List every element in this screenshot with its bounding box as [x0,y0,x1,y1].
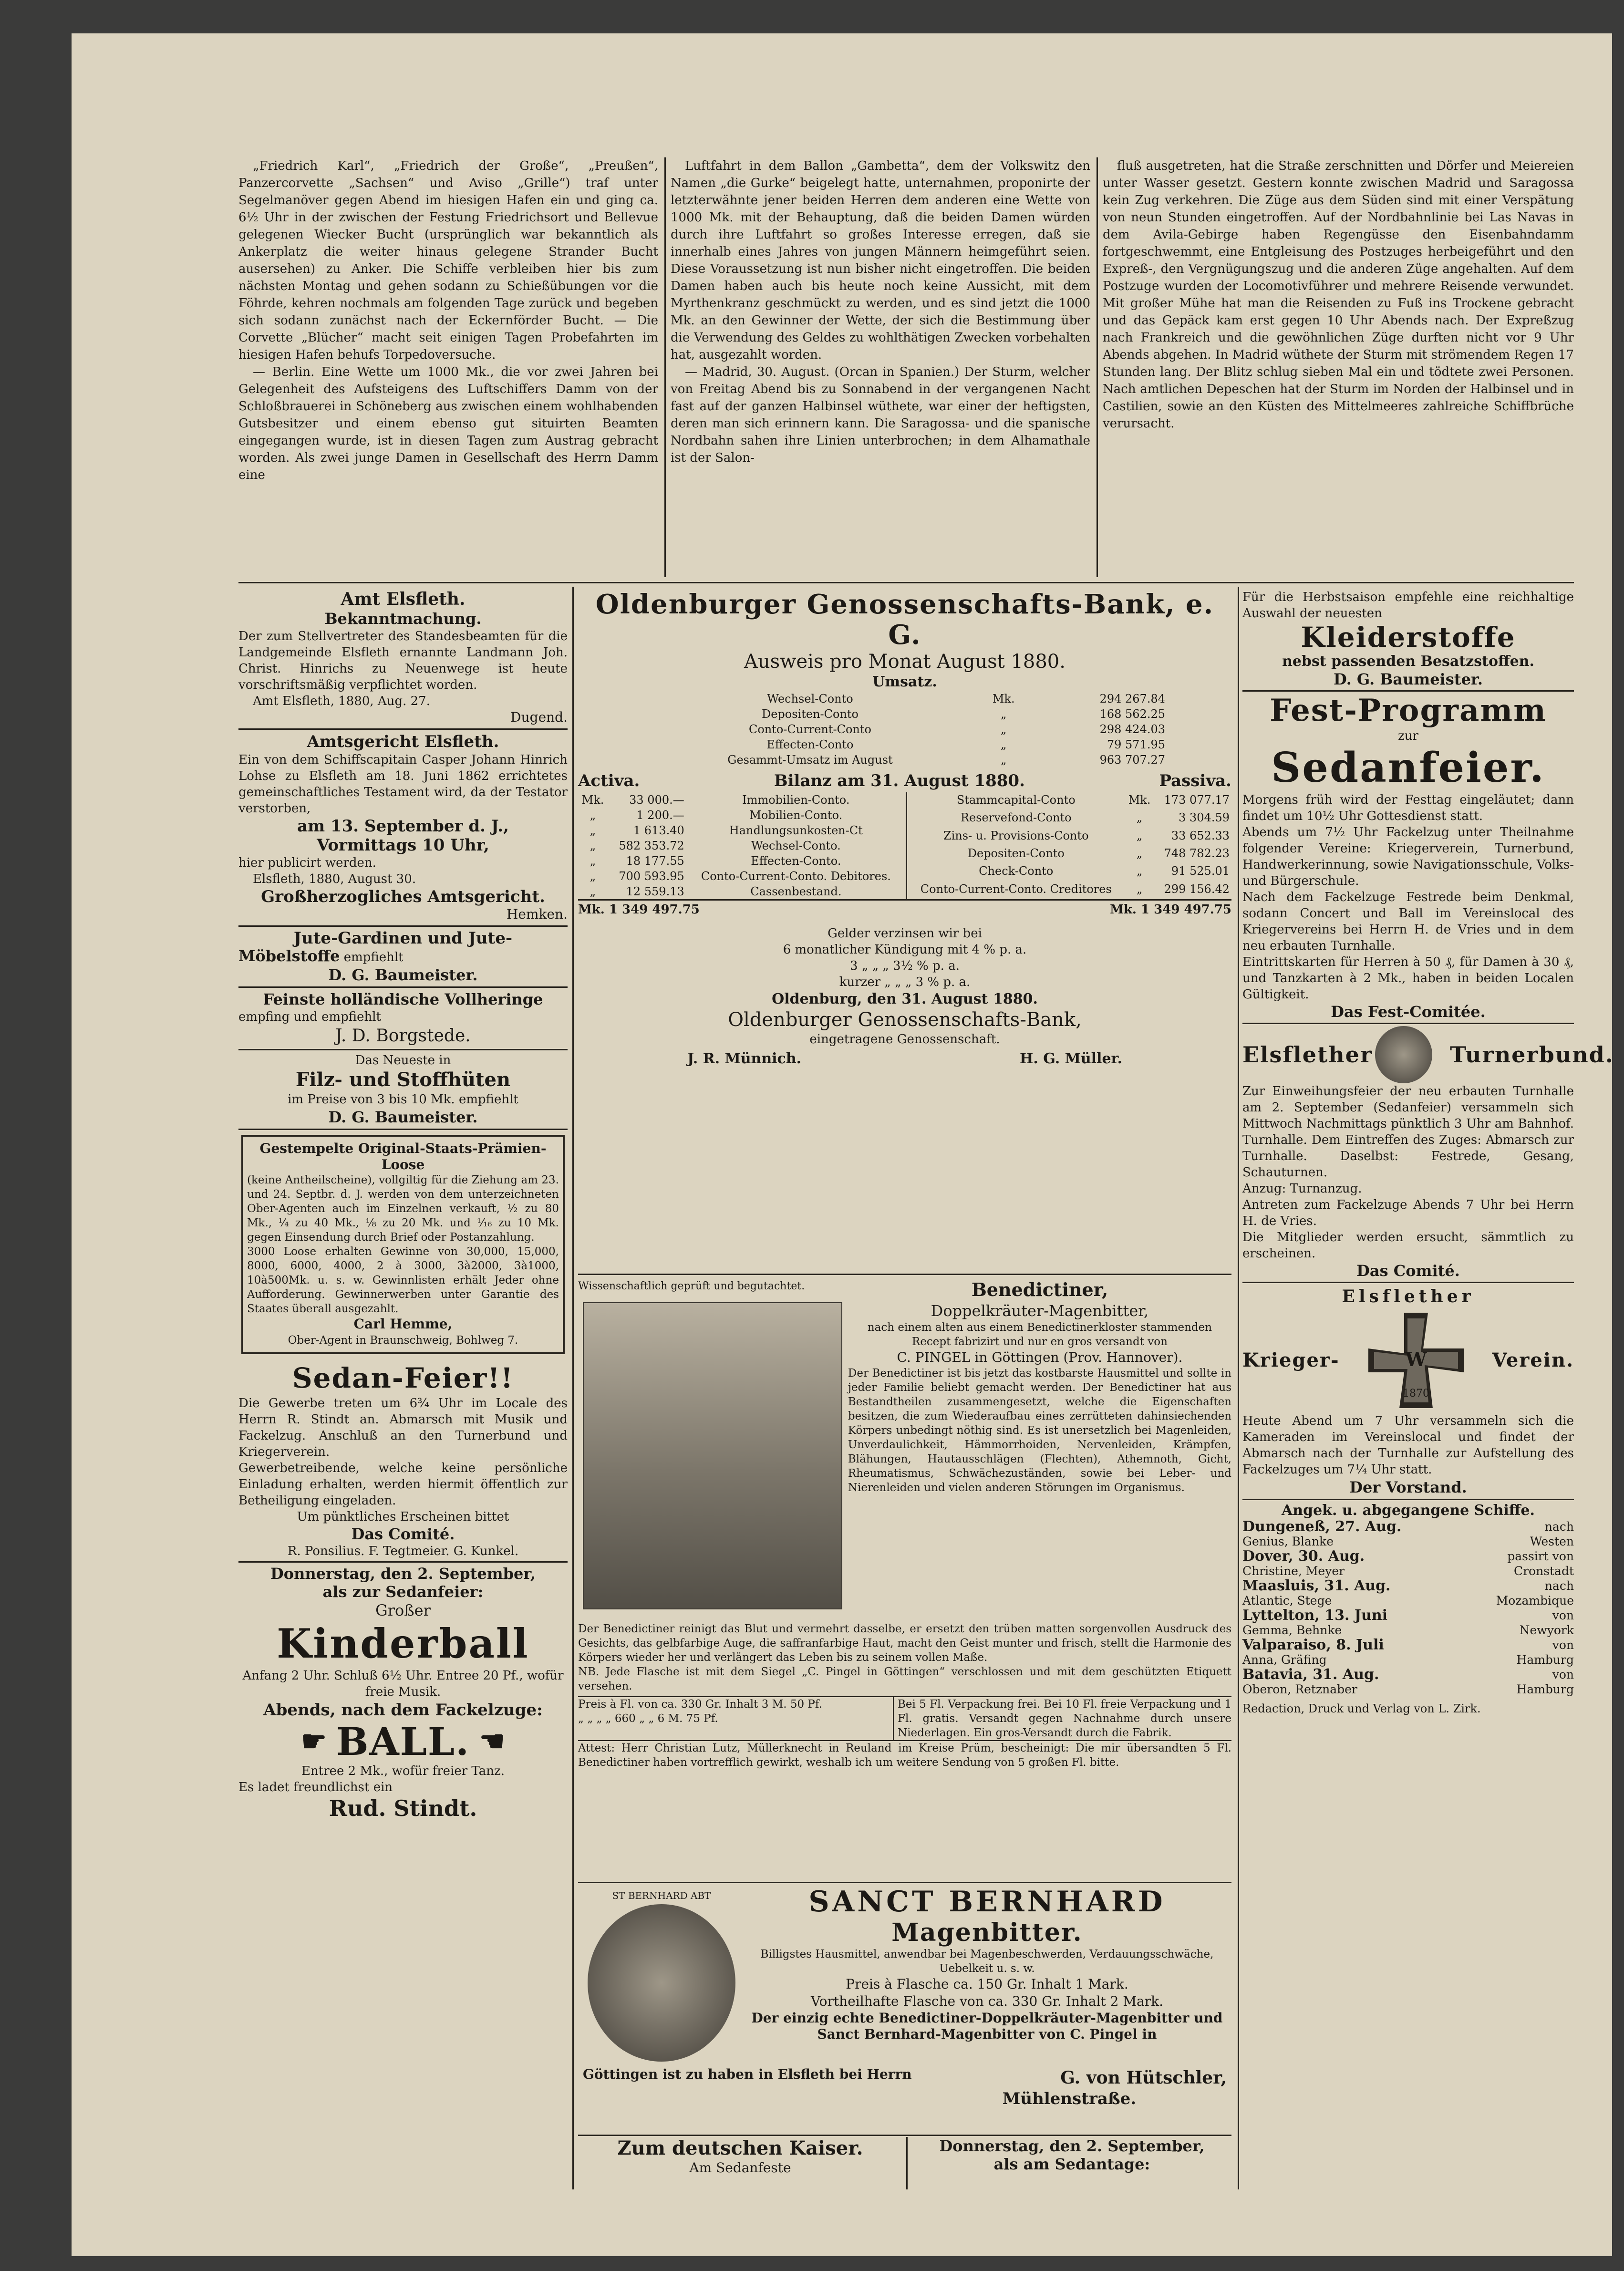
ad-heading: Kinderball [277,1620,529,1667]
ship-route: passirt von [1507,1549,1574,1563]
ad-names: R. Ponsilius. F. Tegtmeier. G. Kunkel. [287,1544,519,1558]
bene-attest: Attest: Herr Christian Lutz, Müllerknecht in Reuland im Kreise Prüm, bescheinigt: Die mir übersandten 5 Fl. Benedictiner haben vortrefflich gewirkt, weshalb ich um weitere Sendung von 5 großen Fl. bitte. [578,1740,1231,1770]
ad-date: Elsfleth, 1880, August 30. [253,872,416,886]
ship-route: nach [1544,1579,1574,1593]
ad-body: Abends um 7½ Uhr Fackelzug unter Theilnahme folgender Vereine: Kriegerverein, Turnerbund, Handwerkerinnung, sowie Navigationsschule, Volks- und Bürgerschule. [1242,825,1574,888]
ad-signature: D. G. Baumeister. [1334,670,1483,688]
passiva-heading: Passiva. [1159,771,1231,790]
ad-heading: Krieger- [1242,1349,1340,1371]
ad-heading: Jute-Gardinen und Jute- [293,929,513,948]
table-cell: „ [1001,707,1007,721]
news-column-3 [1103,157,1574,577]
page-content [238,157,1614,2189]
ad-kaiser [578,2137,902,2189]
table-cell: Check-Conto [979,864,1054,878]
ad-body: 3000 Loose erhalten Gewinne von 30,000, 15,000, 8000, 6000, 4000, 2 à 3000, 3à2000, 3à1000, 10à500Mk. u. s. w. Gewinnlisten erhält Jeder ohne Aufforderung. Gewinnerwerben unter Garantie des Staates überall ausgezahlt. [247,1245,559,1315]
table-cell: Depositen-Conto [761,707,859,721]
ad-body: hier publicirt werden. [238,856,376,870]
ad-date: Donnerstag, den 2. September, [270,1565,536,1583]
ad-body: Gewerbetreibende, welche keine persönliche Einladung erhalten, werden hiermit öffentlich zur Betheiligung eingeladen. [238,1461,568,1508]
news-paragraph: — Madrid, 30. August. (Orcan in Spanien.) Der Sturm, welcher von Freitag Abend bis zu Sonnabend in der vergangenen Nacht fast auf der ganzen Halbinsel wüthete, war einer der heftigsten, deren man sich erinnern kann. Die Saragossa- und die spanische Nordbahn sahen ihre Linien unterbrochen; in dem Alhamathale ist der Salon- [671,365,1090,465]
pointing-hand-right-icon: ☛ [301,1725,327,1758]
ship-route: Newyork [1519,1623,1574,1637]
table-cell: Reservefond-Conto [960,811,1072,825]
zins-line: Gelder verzinsen wir bei [828,926,982,941]
table-cell: 700 593.95 [619,870,684,883]
ship-route: Cronstadt [1513,1564,1574,1578]
ad-body: Eintrittskarten für Herren à 50 ₰, für Damen à 30 ₰, und Tanzkarten à 2 Mk., haben in beiden Localen Gültigkeit. [1242,955,1574,1002]
ship-route: von [1552,1608,1574,1622]
ad-body: Heute Abend um 7 Uhr versammeln sich die Kameraden im Vereinslocal und findet der Abmarsch nach der Turnhalle zur Aufstellung des Fackelzuges um 7¼ Uhr statt. [1242,1414,1574,1477]
bene-shipping: Bei 5 Fl. Verpackung frei. Bei 10 Fl. freie Verpackung und 1 Fl. gratis. Versandt gegen Nachnahme durch unsere Niederlagen. Ein gros-Versandt durch die Fabrik. [898,1698,1231,1739]
table-cell: Effecten-Conto. [751,854,841,868]
ad-heading: Verein. [1492,1349,1574,1371]
table-cell: 963 707.27 [1099,753,1165,767]
ad-heading: Elsflether [1242,1042,1373,1068]
umsatz-table [642,691,1167,767]
table-cell: „ [590,854,596,868]
ad-body: Die Mitglieder werden ersucht, sämmtlich zu erscheinen. [1242,1230,1574,1261]
ad-body: Entree 2 Mk., wofür freier Tanz. [301,1764,505,1778]
ad-body: Großer [375,1601,431,1619]
table-row [578,792,907,808]
ad-body: Zur Einweihungsfeier der neu erbauten Turnhalle am 2. September (Sedanfeier) versammeln sich Mittwoch Nachmittags pünktlich 3 Uhr am Bahnhof. Turnhalle. Dem Eintreffen des Zuges: Abmarsch zur Turnhalle. Daselbst: Festrede, Gesang, Schauturnen. [1242,1084,1574,1180]
ad-loose [241,1135,565,1354]
ad-fest-programm [1242,692,1574,1024]
table-cell: „ [1001,723,1007,736]
ship-row [1242,1667,1574,1682]
ad-heading: Amtsgericht Elsfleth. [307,732,499,751]
ad-heading: Amt Elsfleth. [341,589,465,609]
ad-heringe [238,988,568,1050]
section-rule [238,582,1574,583]
bene-price: Preis à Fl. von ca. 330 Gr. Inhalt 3 M. 50 Pf. [578,1698,822,1711]
ad-heading: Filz- und Stoffhüten [295,1068,511,1091]
ship-name: Atlantic, Stege [1242,1594,1332,1607]
ad-kinderball [238,1563,568,1823]
news-paragraph: „Friedrich Karl“, „Friedrich der Große“, „Preußen“, Panzercorvette „Sachsen“ und Aviso „Grille“) traf unter Segelmanöver gegen Abend im hiesigen Hafen ein und ging ca. 6½ Uhr in der zwischen der Festung Friedrichsort und Bellevue gelegenen Wiecker Bucht (ursprünglich war bekanntlich als Ankerplatz die weiter hinaus gelegene Strander Bucht ausersehen) zu Anker. Die Schiffe verbleiben hier bis zum nächsten Montag und gehen sodann zu Schießübungen vor die Föhrde, kehren nochmals am folgenden Tage zurück und begeben sich sodann zunächst nach der Eckernförder Bucht. — Die Corvette „Blücher“ macht seit einigen Tagen Probefahrten im hiesigen Hafen behufs Torpedoversuche. [238,159,658,362]
table-cell: 298 424.03 [1099,723,1165,736]
zins-line: 3 „ „ „ 3½ % p. a. [850,959,960,973]
table-row [578,823,907,838]
ad-time: Vormittags 10 Uhr, [317,836,489,855]
bene-body: Der Benedictiner ist bis jetzt das kostbarste Hausmittel und sollte in jeder Familie beliebt gemacht werden. Der Benedictiner hat aus Bestandtheilen zusammengesetzt, welche die Eigenschaften besitzen, die zum Wiederaufbau eines zerrütteten dahinsiechenden Körpers unbedingt nöthig sind. Es ist unersetzlich bei Magenleiden, Unverdaulichkeit, Hämmorrhoiden, Nervenleiden, Krämpfen, Blähungen, Hautausschlägen (Flechten), Athemnoth, Gicht, Rheumatismus, Schwächezuständen, sowie bei Leber- und Nierenleiden und vielen anderen Störungen im Organismus. [848,1367,1231,1494]
table-row [642,722,1167,737]
table-row [642,691,1167,706]
ad-body: (keine Antheilscheine), vollgiltig für die Ziehung am 23. und 24. Septbr. d. J. werden von dem unterzeichneten Ober-Agenten auch im Einzelnen verkauft, ½ zu 80 Mk., ¼ zu 40 Mk., ⅛ zu 20 Mk. und ⅟₁₆ zu 10 Mk. gegen Einsendung durch Brief oder Postanzahlung. [247,1174,559,1244]
ship-row [1242,1593,1574,1608]
ship-route: Westen [1530,1535,1574,1548]
bernhard-price: Vortheilhafte Flasche von ca. 330 Gr. Inhalt 2 Mark. [811,1993,1163,2009]
table-cell: „ [590,824,596,837]
table-cell: „ [1001,753,1007,767]
table-row [642,706,1167,722]
ad-heading: Feinste holländische Vollheringe [263,990,543,1008]
bernhard-title: SANCT BERNHARD [808,1885,1166,1918]
ad-sanct-bernhard [578,1885,1231,2133]
bernhard-body: Billigstes Hausmittel, anwendbar bei Magenbeschwerden, Verdauungsschwäche, Uebelkeit u. s. w. [760,1948,1214,1975]
ships-heading: Angek. u. abgegangene Schiffe. [1282,1502,1535,1519]
column-rule [1096,157,1098,577]
ships-list [1242,1500,1574,1719]
bernhard-address: Mühlenstraße. [1002,2089,1137,2108]
ad-body: Anzug: Turnanzug. [1242,1182,1362,1196]
bernhard-price: Preis à Flasche ca. 150 Gr. Inhalt 1 Mark. [846,1976,1128,1992]
ad-body: Ein von dem Schiffscapitain Casper Johann Hinrich Lohse zu Elsfleth am 18. Juni 1862 errichtetes gemeinschaftliches Testament wird, da der Testator verstorben, [238,753,568,816]
wenke-date: Donnerstag, den 2. September, [939,2137,1205,2155]
ship-name: Genius, Blanke [1242,1535,1334,1548]
ship-row [1242,1608,1574,1623]
ad-kriegerverein [1242,1283,1574,1500]
ad-body: Es ladet freundlichst ein [238,1780,393,1794]
ship-name: Christine, Meyer [1242,1564,1345,1578]
table-cell: Conto-Current-Conto. Debitores. [701,870,891,883]
table-cell: Conto-Current-Conto. Creditores [920,882,1112,896]
ship-route: von [1552,1638,1574,1652]
ad-signature: D. G. Baumeister. [328,966,478,984]
bilanz-heading: Bilanz am 31. August 1880. [774,771,1025,790]
table-row [907,881,1231,899]
ad-body: Für die Herbstsaison empfehle eine reichhaltige Auswahl der neuesten [1242,590,1574,621]
table-row [907,846,1231,863]
ad-signature: Das Comité. [351,1525,455,1543]
ad-signature: Dugend. [510,709,568,725]
zins-line: kurzer „ „ „ 3 % p. a. [839,975,971,989]
ad-amtsgericht [238,730,568,927]
news-column-1 [238,157,658,577]
table-cell: Gesammt-Umsatz im August [727,753,893,767]
ad-heading: Sedanfeier. [1271,744,1545,792]
ad-signature: Hemken. [506,906,568,922]
ad-heading: Fest-Programm [1270,693,1547,728]
table-cell: „ [590,885,596,898]
table-row [907,810,1231,828]
column-rule [1238,587,1239,2189]
bene-prices [578,1697,894,1740]
ad-signature: Das Fest-Comitée. [1331,1003,1486,1021]
ad-date: als zur Sedanfeier: [322,1583,484,1601]
bank-subtitle: Ausweis pro Monat August 1880. [744,651,1065,673]
bene-body: nach einem alten aus einem Benedictinerkloster stammenden Recept fabrizirt und nur en gros versandt von [867,1321,1212,1348]
ad-date: Amt Elsfleth, 1880, Aug. 27. [253,694,430,708]
bene-tag: Wissenschaftlich geprüft und begutachtet. [578,1280,805,1292]
bank-signature: J. R. Münnich. [687,1050,802,1067]
bene-price: „ „ „ „ 660 „ „ 6 M. 75 Pf. [578,1712,718,1725]
table-row [642,737,1167,752]
ship-row [1242,1549,1574,1564]
table-cell: 79 571.95 [1107,738,1165,751]
column-rule [906,2137,908,2189]
ad-address: Ober-Agent in Braunschweig, Bohlweg 7. [288,1334,518,1347]
ad-body: Das Neueste in [355,1053,451,1068]
monastery-illustration [583,1302,842,1609]
passiva-table [907,792,1231,899]
ship-name: Dungeneß, 27. Aug. [1242,1518,1402,1535]
ad-sedan-feier [238,1359,568,1563]
ship-route: nach [1544,1520,1574,1534]
table-cell: Handlungsunkosten-Ct [729,824,863,837]
ad-body: Anfang 2 Uhr. Schluß 6½ Uhr. Entree 20 Pf., wofür freie Musik. [242,1669,564,1699]
cross-year: 1870 [1402,1388,1429,1400]
ad-body: Antreten zum Fackelzuge Abends 7 Uhr bei Herrn H. de Vries. [1242,1198,1574,1228]
column-rule [572,587,574,2189]
ad-signature: Das Comité. [1356,1262,1460,1280]
pointing-hand-left-icon: ☚ [479,1725,505,1758]
table-cell: 582 353.72 [619,839,684,852]
ad-heading: Großherzogliches Amtsgericht. [261,887,545,906]
table-cell: „ [590,839,596,852]
ad-hueten [238,1050,568,1130]
table-row [642,752,1167,767]
ad-signature: Rud. Stindt. [329,1795,477,1821]
ad-body: zur [1398,729,1418,743]
ship-name: Oberon, Retznaber [1242,1682,1357,1696]
bank-title: Oldenburger Genossenschafts-Bank, e. G. [595,589,1214,651]
ad-turnerbund [1242,1024,1614,1283]
table-cell: Effecten-Conto [766,738,854,751]
table-cell: 91 525.01 [1171,864,1230,878]
ship-row [1242,1519,1574,1534]
ship-route: Hamburg [1516,1653,1574,1667]
news-paragraph: fluß ausgetreten, hat die Straße zerschnitten und Dörfer und Meiereien unter Wasser gesetzt. Gestern konnte zwischen Madrid und Saragossa kein Zug verkehren. Die Züge aus dem Süden sind mit einer Verspätung von neun Stunden eingetroffen. Auf der Nordbahnlinie bei Las Navas in dem Avila-Gebirge haben Regengüsse den Eisenbahndamm fortgeschwemmt, eine Entgleisung des Postzuges herbeigeführt und den Expreß-, den Vergnügungszug und die anderen Züge angehalten. Auf dem Postzuge wurden der Locomotivführer und mehrere Reisende verwundet. Mit großer Mühe hat man die Reisenden zu Fuß ins Trockene gebracht und das Gepäck kam erst gegen 10 Uhr Abends nach. Der Expreßzug nach Frankreich und die gewöhnlichen Züge durften nicht vor 9 Uhr Abends abgehen. In Madrid wüthete der Sturm mit strömendem Regen 17 Stunden lang. Der Blitz schlug sieben Mal ein und tödtete zwei Personen. Nach amtlichen Depeschen hat der Sturm im Norden der Halbinsel und in Castilien, sowie an den Küsten des Mittelmeeres zahlreiche Schiffbrüche verursacht. [1103,159,1574,431]
bernhard-body: Der einzig echte Benedictiner-Doppelkräuter-Magenbitter und Sanct Bernhard-Magenbitter von C. Pingel in [751,2010,1223,2042]
table-cell: Wechsel-Conto. [751,839,841,852]
table-cell: 294 267.84 [1099,692,1165,705]
bank-sub: eingetragene Genossenschaft. [809,1032,1000,1047]
news-paragraph: — Berlin. Eine Wette um 1000 Mk., die vor zwei Jahren bei Gelegenheit des Aufsteigens des Luftschiffers Damm von der Schloßbrauerei in Schöneberg aus zwischen einem wohlhabenden Gutsbesitzer und einem ebenso gut situirten Beamten eingegangen wurde, ist in diesen Tagen zum Austrag gebracht worden. Als zwei junge Damen in Gesellschaft des Herrn Damm eine [238,365,658,482]
table-cell: 1 613.40 [633,824,684,837]
table-row [907,792,1231,810]
ad-heading: Elsflether [1342,1286,1475,1307]
ship-name: Anna, Gräfing [1242,1653,1327,1667]
news-paragraph: Luftfahrt in dem Ballon „Gambetta“, dem der Volkswitz den Namen „die Gurke“ beigelegt hatte, unternahmen, proponirte der letzterwähnte jener beiden Herren dem anderen eine Wette von 1000 Mk. mit der Behauptung, daß die beiden Damen würden durch ihre Luftfahrt so großes Interesse erregen, daß sie innerhalb eines Jahres von jungen Männern heimgeführt seien. Diese Voraussetzung ist nun bisher nicht eingetroffen. Die beiden Damen haben auch bis heute noch keine Aussicht, mit dem Myrthenkranz geschmückt zu werden, und es sind jetzt die 1000 Mk. an den Gewinner der Wette, der sich die Bestimmung über die Verwendung des Geldes zu wohlthätigen Zwecken vorbehalten hat, ausgezahlt worden. [671,159,1090,362]
table-cell: 18 177.55 [626,854,684,868]
table-cell: „ [1001,738,1007,751]
ad-heading: Turnerbund. [1450,1042,1614,1068]
table-cell: Stammcapital-Conto [956,793,1076,807]
ad-body: Abends, nach dem Fackelzuge: [263,1701,543,1720]
bene-body: Der Benedictiner reinigt das Blut und vermehrt dasselbe, er ersetzt den trüben matten sorgenvollen Ausdruck des Gesichts, das gelbfarbige Auge, die saffranfarbige Haut, macht den Geist munter und frisch, stellt die Harmonie des Körpers wieder her und verlängert das Leben bis zu seinem vollen Maße. [578,1623,1231,1664]
bernhard-subtitle: Magenbitter. [891,1918,1083,1947]
ship-route: Hamburg [1516,1682,1574,1696]
table-cell: „ [1136,846,1143,860]
table-cell: „ [590,809,596,822]
ad-body: Um pünktliches Erscheinen bittet [297,1510,509,1524]
ship-name: Batavia, 31. Aug. [1242,1666,1379,1683]
ship-row [1242,1623,1574,1638]
bernhard-body: Göttingen ist zu haben in Elsfleth bei Herrn [583,2066,912,2082]
ship-route: Mozambique [1496,1594,1574,1607]
activa-table [578,792,907,899]
saint-bernhard-portrait [588,1904,735,2062]
iron-cross-icon [1364,1308,1469,1413]
ship-row [1242,1534,1574,1549]
table-row [907,863,1231,881]
table-cell: „ [1136,864,1143,878]
table-cell: „ [1136,811,1143,825]
cross-letter: W [1405,1348,1427,1371]
ad-kleiderstoffe [1242,589,1574,692]
ad-date: am 13. September d. J., [297,817,509,836]
ad-body: empfiehlt [343,950,403,964]
ad-gardinen [238,927,568,988]
table-row [578,869,907,884]
section-rule [578,1882,1231,1883]
ship-row [1242,1652,1574,1667]
ship-name: Lyttelton, 13. Juni [1242,1607,1388,1624]
ship-row [1242,1638,1574,1652]
section-rule [578,1274,1231,1275]
ship-name: Maasluis, 31. Aug. [1242,1577,1391,1594]
table-cell: Mk. [992,692,1015,705]
table-cell: 1 200.— [636,809,684,822]
kaiser-title: Zum deutschen Kaiser. [617,2137,863,2159]
ad-wenke [911,2137,1233,2189]
ship-route: von [1552,1668,1574,1681]
table-cell: Wechsel-Conto [767,692,853,705]
ad-ball-heading: BALL. [336,1719,470,1764]
ad-body: empfing und empfiehlt [238,1010,381,1024]
table-row [578,853,907,869]
table-cell: „ [1136,829,1143,842]
ad-body: nebst passenden Besatzstoffen. [1282,653,1534,670]
news-column-2 [671,157,1090,577]
table-row [578,838,907,853]
ship-name: Gemma, Behnke [1242,1623,1342,1637]
table-cell: Mobilien-Conto. [749,809,843,822]
ad-signature: D. G. Baumeister. [328,1108,478,1126]
turner-emblem-icon [1375,1026,1432,1083]
left-ads [238,589,568,2189]
activa-total: Mk. 1 349 497.75 [578,902,700,917]
ad-body: Nach dem Fackelzuge Festrede beim Denkmal, sodann Concert und Ball im Vereinslocal des Kriegervereins bei Herrn H. de Vries und in dem neu erbauten Turnhalle. [1242,890,1574,953]
table-cell: Mk. [581,793,604,807]
ad-bank [578,589,1231,1271]
table-cell: Mk. [1128,793,1151,807]
table-cell: 12 559.13 [626,885,684,898]
table-cell: 168 562.25 [1099,707,1165,721]
bank-name: Oldenburger Genossenschafts-Bank, [728,1009,1082,1031]
table-cell: 173 077.17 [1164,793,1230,807]
ad-body: im Preise von 3 bis 10 Mk. empfiehlt [288,1092,518,1107]
table-cell: Cassenbestand. [750,885,842,898]
wenke-date: als am Sedantage: [993,2155,1150,2173]
passiva-total: Mk. 1 349 497.75 [1110,902,1231,917]
zins-line: 6 monatlicher Kündigung mit 4 % p. a. [783,943,1027,957]
table-cell: Conto-Current-Conto [748,723,871,736]
bernhard-signature: G. von Hütschler, [1060,2068,1227,2088]
bank-umsatz-heading: Umsatz. [872,674,937,690]
table-row [578,808,907,823]
ad-body: Die Gewerbe treten um 6¾ Uhr im Locale des Herrn R. Stindt an. Abmarsch mit Musik und Fackelzug. Anschluß an den Turnerbund und Kriegerverein. [238,1396,568,1459]
table-cell: „ [590,870,596,883]
bene-nb: NB. Jede Flasche ist mit dem Siegel „C. Pingel in Göttingen“ verschlossen und mit dem geschützten Etiquett versehen. [578,1666,1231,1692]
ad-heading: Möbelstoffe [238,947,340,965]
bank-signature: H. G. Müller. [1019,1050,1123,1067]
ad-body: Der zum Stellvertreter des Standesbeamten für die Landgemeinde Elsfleth ernannte Landmann Joh. Christ. Hinrichs zu Neuenwege ist heute vorschriftsmäßig verpflichtet worden. [238,629,568,692]
table-cell: 3 304.59 [1179,811,1230,825]
imprint: Redaction, Druck und Verlag von L. Zirk. [1242,1702,1481,1715]
right-ads [1242,589,1614,2189]
section-rule [578,2135,1231,2136]
bene-subtitle: Doppelkräuter-Magenbitter, [931,1302,1149,1320]
bank-place: Oldenburg, den 31. August 1880. [772,991,1038,1007]
ad-benedictiner [578,1278,1231,1879]
table-cell: 33 000.— [629,793,684,807]
ad-amt-elsfleth [238,589,568,730]
ship-row [1242,1682,1574,1697]
table-cell: „ [1136,882,1143,896]
ship-row [1242,1578,1574,1593]
table-cell: 748 782.23 [1164,846,1230,860]
ad-heading: Sedan-Feier!! [292,1362,514,1394]
activa-heading: Activa. [578,771,640,790]
bene-title: Benedictiner, [971,1279,1108,1300]
ad-body: Morgens früh wird der Festtag eingeläutet; dann findet um 10½ Uhr Gottesdienst statt. [1242,793,1574,823]
bernhard-badge: ST BERNHARD ABT [612,1890,711,1901]
table-cell: 299 156.42 [1164,882,1230,896]
table-cell: Zins- u. Provisions-Conto [943,829,1089,842]
ad-heading: Bekanntmachung. [324,610,482,628]
table-cell: Depositen-Conto [967,846,1065,860]
table-cell: Immobilien-Conto. [742,793,850,807]
column-rule [664,157,666,577]
bene-maker: C. PINGEL in Göttingen (Prov. Hannover). [897,1349,1183,1365]
ad-signature: Carl Hemme, [353,1316,453,1332]
ship-name: Dover, 30. Aug. [1242,1548,1365,1565]
table-cell: 33 652.33 [1171,829,1230,842]
table-row [578,884,907,899]
kaiser-line: Am Sedanfeste [689,2160,791,2176]
ship-name: Valparaiso, 8. Juli [1242,1637,1384,1653]
ad-signature: Der Vorstand. [1349,1478,1467,1496]
ship-row [1242,1564,1574,1578]
table-row [907,828,1231,846]
ad-heading: Gestempelte Original-Staats-Prämien-Loose [259,1141,547,1172]
ad-heading: Kleiderstoffe [1301,621,1516,653]
ad-signature: J. D. Borgstede. [335,1026,471,1046]
